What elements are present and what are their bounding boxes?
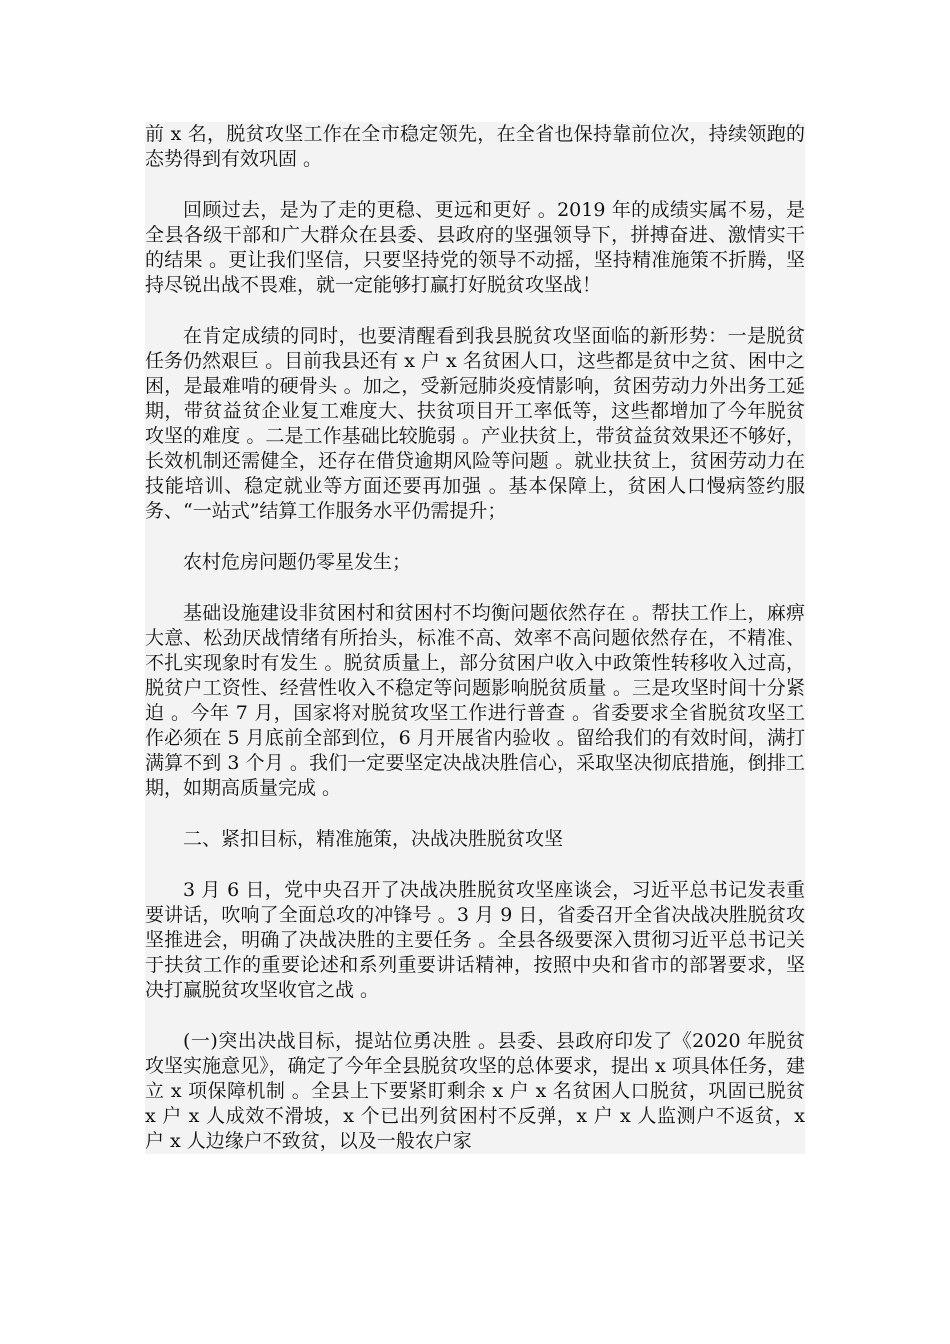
paragraph-1: 前 x 名，脱贫攻坚工作在全市稳定领先，在全省也保持靠前位次，持续领跑的态势得到有效巩固 。 — [145, 123, 805, 170]
paragraph-7: 3 月 6 日，党中央召开了决战决胜脱贫攻坚座谈会，习近平总书记发表重要讲话，吹响了全面总攻的冲锋号 。3 月 9 日，省委召开全省决战决胜脱贫攻坚推进会，明确了决战决胜的主要任务 。全县各级要深入贯彻习近平总书记关于扶贫工作的重要论述和系列重要讲话精神，按照中央和省市的部署要求，坚决打赢脱贫攻坚收官之战 。 — [145, 879, 805, 1001]
paragraph-gap — [145, 1003, 805, 1029]
paragraph-5: 基础设施建设非贫困村和贫困村不均衡问题依然存在 。帮扶工作上，麻痹大意、松劲厌战情绪有所抬头，标准不高、效率不高问题依然存在，不精准、不扎实现象时有发生 。脱贫质量上，部分贫困户收入中政策性转移收入过高，脱贫户工资性、经营性收入不稳定等问题影响脱贫质量 。三是攻坚时间十分紧迫 。今年 7 月，国家将对脱贫攻坚工作进行普查 。省委要求全省脱贫攻坚工作必须在 5 月底前全部到位，6 月开展省内验收 。留给我们的有效时间，满打满算不到 3 个月 。我们一定要坚定决战决胜信心，采取坚决彻底措施，倒排工期，如期高质量完成 。 — [145, 602, 805, 799]
paragraph-4: 农村危房问题仍零星发生； — [183, 551, 412, 573]
paragraph-gap — [145, 575, 805, 601]
section-heading: 二、紧扣目标，精准施策，决战决胜脱贫攻坚 — [183, 828, 564, 850]
paragraph-gap — [145, 172, 805, 198]
document-body — [145, 122, 805, 1154]
paragraph-gap — [145, 298, 805, 324]
paragraph-8: (一)突出决战目标，提站位勇决胜 。县委、县政府印发了《2020 年脱贫攻坚实施意见》，确定了今年全县脱贫攻坚的总体要求，提出 x 项具体任务，建立 x 项保障机制 。全县上下要紧盯剩余 x 户 x 名贫困人口脱贫，巩固已脱贫 x 户 x 人成效不滑坡，x 个已出列贫困村不反弹，x 户 x 人监测户不返贫，x 户 x 人边缘户不致贫，以及一般农户家 — [145, 1030, 805, 1152]
paragraph-3: 在肯定成绩的同时，也要清醒看到我县脱贫攻坚面临的新形势：一是脱贫任务仍然艰巨 。目前我县还有 x 户 x 名贫困人口，这些都是贫中之贫、困中之困，是最难啃的硬骨头 。加之，受新冠肺炎疫情影响，贫困劳动力外出务工延期，带贫益贫企业复工难度大、扶贫项目开工率低等，这些都增加了今年脱贫攻坚的难度 。二是工作基础比较脆弱 。产业扶贫上，带贫益贫效果还不够好，长效机制还需健全，还存在借贷逾期风险等问题 。就业扶贫上，贫困劳动力在技能培训、稳定就业等方面还要再加强 。基本保障上，贫困人口慢病签约服务、“一站式”结算工作服务水平仍需提升； — [145, 325, 805, 522]
paragraph-gap — [145, 524, 805, 550]
paragraph-2: 回顾过去，是为了走的更稳、更远和更好 。2019 年的成绩实属不易，是全县各级干部和广大群众在县委、县政府的坚强领导下，拼搏奋进、激情实干的结果 。更让我们坚信，只要坚持党的领导不动摇，坚持精准施策不折腾，坚持尽锐出战不畏难，就一定能够打赢打好脱贫攻坚战！ — [145, 199, 805, 296]
paragraph-gap — [145, 801, 805, 827]
paragraph-gap — [145, 852, 805, 878]
